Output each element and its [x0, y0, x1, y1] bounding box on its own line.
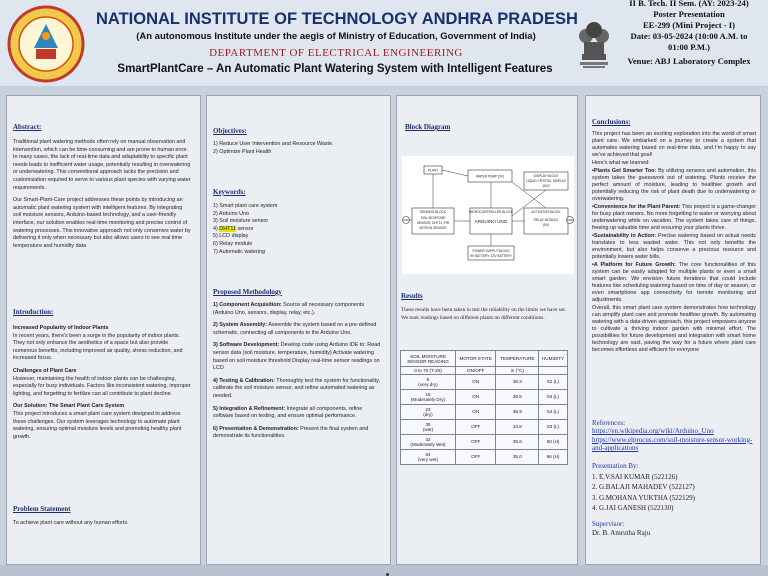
- intro-paragraph-3: This project introduces a smart plant care system designed to address these challenges. Our system leverages technology to automate plant watering, ensuring optimal moisture levels and promoting healthy plant growth.: [13, 410, 182, 440]
- method-step-text: Thoroughly test the system for functionality, calibrate the soil moisture sensor, and refine automated watering as needed.: [213, 377, 380, 399]
- conclusion-point: [592, 262, 756, 304]
- keyword-item: 6) Relay module: [213, 240, 253, 247]
- power-label-2: 9V BATTERY, 12V BATTERY: [470, 254, 512, 258]
- intro-heading-3: Our Solution: The Smart Plant Care System: [13, 403, 125, 410]
- gnd-right-label: GND: [567, 219, 573, 222]
- display-label-3: 16X2: [542, 184, 550, 188]
- conclusions-intro: This project has been an exciting exploration into the world of smart plant care. We embarked on a journey to create a system that automates watering based on real-time data, and I'm happy to say we've achieved that goal!: [592, 131, 756, 158]
- method-step-text: Develop code using Arduino IDE to: Read sensor data (soil moisture, temperature, humidity) Activate watering based on soil moisture threshold Display real-time sensor readings on LCD: [213, 342, 381, 372]
- keyword-item: 7) Automatic watering: [213, 248, 265, 255]
- presenter-name: 2. G.BALAJI MAHADEV (522127): [592, 483, 695, 492]
- power-label-1: POWER SUPPLY BLOCK: [472, 249, 510, 253]
- conclusion-point-title: •Convenience for the Plant Parent:: [592, 204, 681, 210]
- sensor-condition: (Moderately Dry): [410, 397, 446, 402]
- conclusion-point-text: This project is a game-changer for busy plant owners. No more forgetting to water or worrying about underwatering while on vacation. The system takes care of things, freeing up valuable time and ensuring your plants thrive.: [592, 204, 756, 231]
- method-step-title: 6) Presentation & Demonstration:: [213, 425, 299, 432]
- col-header-sensor: SOIL MOISTURE SENSOR READING: [401, 351, 456, 367]
- methodology-steps: [213, 302, 383, 446]
- mcu-label-1: MICROCONTROLLER BLOCK: [468, 210, 514, 214]
- event-venue: Venue: ABJ Laboratory Complex: [627, 56, 751, 66]
- sensor-cell: [401, 375, 456, 390]
- col-header-humidity: HUMIDITY: [539, 351, 568, 367]
- humidity-cell: 52 (L): [539, 375, 568, 390]
- sensor-condition: (very dry): [418, 382, 438, 387]
- method-step-text: Present the final system and demonstrate its functionalities.: [213, 425, 369, 440]
- motor-cell: ON: [456, 390, 496, 405]
- keyword-prefix: 4): [213, 225, 220, 232]
- sensing-label-1: SENSING BLOCK: [419, 210, 447, 214]
- sensor-condition: (dry): [423, 412, 433, 417]
- method-step-text: Integrate all components, refine software based on testing, and ensure optimal performance.: [213, 405, 363, 420]
- temperature-cell: 36.5: [496, 390, 539, 405]
- temperature-cell: 34.8: [496, 420, 539, 435]
- temperature-cell: 36.9: [496, 405, 539, 420]
- humidity-cell: 54 (L): [539, 390, 568, 405]
- method-step-2: [213, 322, 383, 337]
- actuator-label-2: RELAY MODULE: [533, 218, 559, 222]
- gnd-left-label: GND: [403, 219, 409, 222]
- column-objectives-method: [206, 95, 391, 565]
- method-step-text: Assemble the system based on a pre-defined schematic, connecting all components to the Arduino Uno.: [213, 322, 377, 336]
- method-step-title: 2) System Assembly:: [213, 322, 268, 329]
- col-header-motor: MOTOR STATE: [456, 351, 496, 367]
- keyword-item: 5) LCD display: [213, 233, 249, 240]
- conclusion-point-text: The core functionalities of this system can be easily adapted for multiple plants or even a small smart garden. We envision future iterations that could include features like scheduling watering based on time of day or season, or even smartphone app connectivity for remote monitoring and adjustments.: [592, 262, 756, 303]
- sensor-value: 35: [425, 421, 431, 427]
- sensor-cell: [401, 435, 456, 450]
- problem-statement-heading: Problem Statement: [13, 505, 71, 513]
- project-title: SmartPlantCare – An Automatic Plant Watering System with Intelligent Features: [117, 63, 553, 75]
- column-conclusions: [585, 95, 761, 565]
- temperature-cell: 38.3: [496, 375, 539, 390]
- event-info: [614, 0, 764, 67]
- conclusions-heading: Conclusions:: [592, 118, 631, 126]
- sensor-value: 23: [425, 406, 431, 412]
- presenter-name: 3. G.MOHANA YUKTHA (522129): [592, 493, 695, 502]
- institute-name: NATIONAL INSTITUTE OF TECHNOLOGY ANDHRA PRADESH: [96, 10, 578, 28]
- sensor-cell: [401, 390, 456, 405]
- keyword-item: 1) Smart plant care system: [213, 203, 278, 209]
- intro-heading-2: Challenges of Plant Care: [13, 367, 77, 374]
- institute-logo: [6, 4, 86, 84]
- temperature-cell: 35.6: [496, 435, 539, 450]
- conclusion-point: [592, 233, 756, 261]
- table-row: [401, 405, 568, 420]
- column-diagram-results: [396, 95, 578, 565]
- method-step-title: 5) Integration & Refinement:: [213, 405, 286, 412]
- sensing-label-2: SOIL MOISTURE: [420, 216, 446, 220]
- keywords-heading: Keywords:: [213, 188, 246, 196]
- temperature-cell: 35.0: [496, 450, 539, 465]
- keyword-suffix: sensor: [235, 225, 254, 232]
- sensor-value: 64: [425, 451, 431, 457]
- reference-link-2[interactable]: https://www.elprocus.com/soil-moisture-sensor-working-and-applications: [592, 435, 753, 453]
- humidity-cell: 53 (L): [539, 420, 568, 435]
- conclusion-point-text: Precise watering based on actual needs translates to less wasted water. This not only benefits the environment, but also helps conserve a precious resource and potentially lowers water bills.: [592, 233, 756, 260]
- presenters-heading: Presentation By:: [592, 462, 639, 470]
- bottom-strip: [0, 565, 768, 576]
- display-label-1: DISPLAY BLOCK: [533, 174, 559, 178]
- display-label-2: LIQUID CRYSTAL DISPLAY: [526, 179, 566, 183]
- subheader-cell: 0 to 70 (T-30): [401, 367, 456, 375]
- motor-cell: OFF: [456, 450, 496, 465]
- objectives-heading: Objectives:: [213, 127, 247, 135]
- sensing-label-4: MOTION SENSOR: [419, 226, 447, 230]
- conclusion-point-text: By utilizing sensors and automation, this system takes the guesswork out of watering. Plants receive the perfect amount of moisture, leading to healthier growth and potentially reducing the risk of plant death due to underwatering or overwatering.: [592, 168, 756, 202]
- presenters-block: [592, 461, 758, 514]
- results-text: These results have been taken to test the reliability on the limits we have set. We took readings based on different plants on different conditions.: [401, 307, 567, 321]
- sensor-condition: (wet): [422, 427, 434, 432]
- intro-heading-1: Increased Popularity of Indoor Plants: [13, 325, 109, 331]
- results-table: [400, 350, 568, 465]
- intro-paragraph-2: However, maintaining the health of indoor plants can be challenging, especially for busy individuals. Factors like inconsistent watering, improper lighting, and forgetting to fertilize can all contribute to plant decline.: [13, 375, 191, 397]
- motor-cell: ON: [456, 375, 496, 390]
- keyword-item: 3) Soil moisture sensor: [213, 218, 269, 225]
- methodology-heading: Proposed Methodology: [213, 288, 282, 296]
- objective-item: 1) Reduce User Intervention and Resource Waste.: [213, 141, 334, 147]
- method-step-6: [213, 426, 383, 441]
- table-subheader-row: [401, 367, 568, 375]
- presenter-name: 1. E.V.SAI KUMAR (522126): [592, 472, 678, 481]
- method-step-1: [213, 302, 383, 317]
- method-step-5: [213, 406, 383, 421]
- col-header-temperature: TEMPERATURE: [496, 351, 539, 367]
- motor-cell: OFF: [456, 435, 496, 450]
- method-step-3: [213, 342, 383, 372]
- sensor-value: 5: [426, 376, 430, 382]
- objective-item: 2) Optimize Plant Health: [213, 148, 272, 155]
- department-name: DEPARTMENT OF ELECTRICAL ENGINEERING: [209, 47, 463, 59]
- abstract-paragraph-1: Traditional plant watering methods often rely on manual observation and intervention, which can be time-consuming and are prone to human error. In many cases, the lack of real-time data and adaptability to specific plant needs leads to inefficient water usage, potentially resulting in overwatering or underwatering. This conventional approach lacks the precision and customization required to serve to various plant species with varying water requirements.: [13, 139, 191, 191]
- conclusions-body: [592, 131, 756, 355]
- conclusions-overall: Overall, this smart plant care system demonstrates how technology can simplify plant care and promote healthier growth. By automating watering with a data-driven approach, this project empowers anyone to cultivate a thriving indoor garden with minimal effort. The possibilities for future development and integration with smart home technology are vast, paving the way for a future where plant care becomes effortless and efficient for everyone: [592, 305, 756, 353]
- table-row: [401, 375, 568, 390]
- keywords-list: [213, 203, 385, 256]
- subheader-cell: ON/OFF: [456, 367, 496, 375]
- conclusions-learned: Here's what we learned:: [592, 160, 650, 166]
- humidity-cell: 54 (L): [539, 405, 568, 420]
- supervisor-name: Dr. B. Amrutha Raju: [592, 529, 651, 537]
- supervisor-heading: Supervisor:: [592, 520, 625, 528]
- plant-label: PLANT: [427, 168, 439, 173]
- conclusion-point: [592, 168, 756, 203]
- block-diagram-heading: Block Diagram: [405, 123, 451, 131]
- references-block: [592, 419, 758, 453]
- results-heading: Results: [401, 292, 423, 300]
- introduction-heading: Introduction:: [13, 308, 54, 316]
- keyword-highlight: DHT11: [219, 225, 236, 232]
- presenter-name: 4. G.JAI GANESH (522130): [592, 504, 674, 513]
- humidity-cell: 66 (H): [539, 450, 568, 465]
- sensor-cell: [401, 420, 456, 435]
- water-pump-label: WATER PUMP (5V): [475, 174, 505, 179]
- method-step-title: 3) Software Development:: [213, 342, 280, 349]
- poster-header: [0, 0, 768, 86]
- method-step-text: Source all necessary components (Arduino Uno, sensors, display, relay, etc.).: [213, 302, 365, 316]
- institute-subtitle: (An autonomous Institute under the aegis of Ministry of Education, Government of India): [136, 31, 536, 42]
- method-step-title: 4) Testing & Calibration:: [213, 377, 275, 384]
- motor-cell: OFF: [456, 420, 496, 435]
- conclusion-point-title: •Plants Get Smarter Too:: [592, 168, 657, 174]
- sensor-cell: [401, 405, 456, 420]
- humidity-cell: 60 (H): [539, 435, 568, 450]
- event-time: 01:00 P.M.): [668, 42, 710, 52]
- subheader-cell: [539, 367, 568, 375]
- table-row: [401, 435, 568, 450]
- keyword-item: [213, 226, 385, 234]
- column-abstract-intro: [6, 95, 201, 565]
- motor-cell: ON: [456, 405, 496, 420]
- table-header-row: [401, 351, 568, 367]
- sensor-value: 15: [425, 391, 431, 397]
- table-row: [401, 420, 568, 435]
- event-course-code: EE-299 (Mini Project - I): [643, 20, 735, 30]
- intro-paragraph-1: In recent years, there's been a surge in the popularity of indoor plants. They not only enhance the aesthetics of a space but also provide numerous benefits, including improved air quality, stress reduction, and increased focus.: [13, 332, 183, 362]
- keyword-item: 2) Arduino Uno: [213, 210, 249, 217]
- references-heading: References:: [592, 419, 626, 427]
- mcu-label-2: ARDUINO UNO: [474, 219, 508, 224]
- problem-statement-text: To achieve plant care without any human efforts.: [13, 520, 129, 526]
- sensor-condition: (very wet): [417, 457, 439, 462]
- sensor-value: 42: [425, 436, 431, 442]
- event-date: Date: 03-05-2024 (10:00 A.M. to: [630, 31, 748, 41]
- sensor-cell: [401, 450, 456, 465]
- actuator-label-3: (5V): [542, 223, 550, 227]
- table-row: [401, 450, 568, 465]
- event-type-line: Poster Presentation: [653, 9, 725, 19]
- abstract-paragraph-2: Our Smart-Plant-Care project addresses these points by introducing an automatic plant watering system with intelligent features. By integrating soil moisture sensors, Arduino-based technology, and a user-friendly interface, our solution enables real-time monitoring and precise control of watering processes. This innovative approach not only conserves water by delivering it only when necessary but also allows users to see real time temperature and humidity data: [13, 197, 191, 249]
- event-course-line: II B. Tech. II Sem. (AY: 2023-24): [629, 0, 749, 8]
- conclusion-point: [592, 204, 756, 232]
- supervisor-block: [592, 520, 758, 538]
- method-step-4: [213, 378, 383, 401]
- objectives-list: [213, 141, 385, 156]
- introduction-body: [13, 325, 193, 446]
- sensor-condition: (Moderately Wet): [410, 442, 446, 447]
- method-step-title: 1) Component Acquisition:: [213, 302, 282, 308]
- actuator-label-1: ACTUATOR BLOCK: [531, 210, 561, 214]
- national-emblem: [576, 8, 612, 72]
- conclusion-point-title: •Sustainability in Action:: [592, 233, 657, 239]
- table-row: [401, 390, 568, 405]
- block-diagram: [402, 156, 574, 274]
- sensing-label-3: SENSOR, DHT11, PIR: [416, 221, 450, 225]
- abstract-body: [13, 139, 191, 255]
- abstract-heading: Abstract:: [13, 123, 42, 131]
- conclusion-point-title: •A Platform for Future Growth:: [592, 262, 676, 268]
- subheader-cell: in (°C): [496, 367, 539, 375]
- reference-link-1[interactable]: https://en.wikipedia.org/wiki/Arduino_Uno: [592, 427, 714, 436]
